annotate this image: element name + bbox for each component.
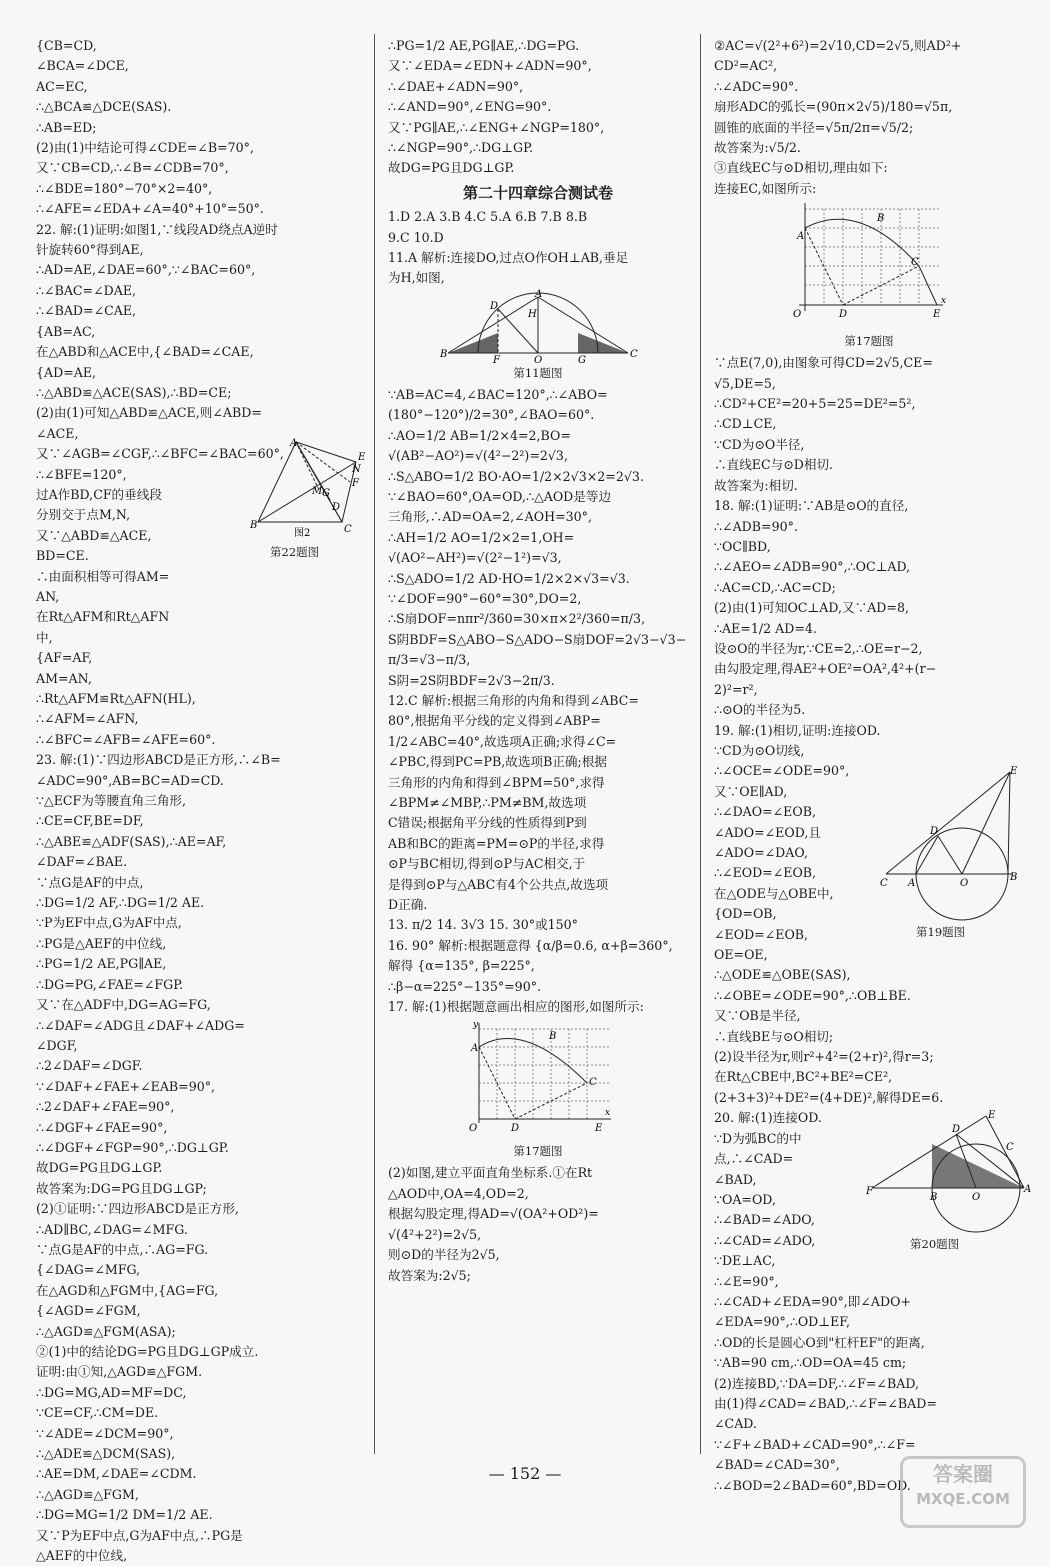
figure-22-label: 图2: [294, 528, 311, 539]
text-line: 9.C 10.D: [388, 229, 444, 245]
svg-text:y: y: [473, 1020, 479, 1031]
text-line: ∴PG是△AEF的中位线,: [36, 935, 167, 951]
svg-text:C: C: [630, 348, 638, 360]
svg-text:D: D: [511, 1123, 520, 1135]
text-line: ∴∠CAD+∠EDA=90°,即∠ADO+: [714, 1293, 911, 1309]
text-line: 在△ABD和△ACE中,{∠BAD=∠CAE,: [36, 344, 254, 360]
text-line: ②(1)中的结论DG=PG且DG⊥GP成立.: [36, 1344, 259, 1359]
text-line: 分别交于点M,N,: [36, 507, 131, 523]
text-line: ∵OA=OD,: [714, 1191, 776, 1207]
text-line: (2)设半径为r,则r²+4²=(2+r)²,得r=3;: [714, 1049, 934, 1065]
figure-19: [880, 766, 1020, 916]
column-1-lines: [36, 36, 361, 1566]
svg-text:F: F: [352, 478, 359, 489]
svg-text:A: A: [797, 231, 805, 243]
svg-text:C: C: [1006, 1142, 1014, 1153]
text-line: ∴S扇DOF=nπr²/360=30×π×2²/360=π/3,: [388, 611, 646, 627]
text-line: ∠BAD,: [714, 1171, 757, 1187]
text-line: 根据勾股定理,得AD=√(OA²+OD²)=: [388, 1206, 599, 1222]
text-line: {∠AGD=∠FGM,: [36, 1303, 141, 1319]
text-line: C错误;根据角平分线的性质得到P到: [388, 815, 587, 831]
text-line: 18. 解:(1)证明:∵AB是⊙O的直径,: [714, 498, 909, 514]
text-line: ∴△ADE≌△DCM(SAS),: [36, 1446, 176, 1462]
text-line: 20. 解:(1)连接OD.: [714, 1110, 822, 1126]
text-line: BD=CE.: [36, 548, 89, 564]
text-line: ∴DG=PG,∠FAE=∠FGP.: [36, 976, 184, 992]
text-line: ∠BPM≠∠MBP,∴PM≠BM,故选项: [388, 795, 587, 810]
text-line: 则⊙D的半径为2√5,: [388, 1247, 500, 1263]
text-line: 80°,根据角平分线的定义得到∠ABP=: [388, 713, 601, 729]
text-line: 1/2∠ABC=40°,故选项A正确;求得∠C=: [388, 733, 617, 749]
text-line: △AOD中,OA=4,OD=2,: [388, 1185, 529, 1201]
text-line: ∴⊙O的半径为5.: [714, 702, 806, 718]
text-line: ③直线EC与⊙D相切,理由如下:: [714, 160, 888, 176]
text-line: 由勾股定理,得AE²+OE²=OA²,4²+(r−: [714, 661, 937, 677]
text-line: ∴CD²+CE²=20+5=25=DE²=5²,: [714, 396, 916, 412]
svg-text:A: A: [1024, 1184, 1032, 1195]
text-line: 故答案为:√5/2.: [714, 140, 801, 156]
text-line: ∴DG=MG,AD=MF=DC,: [36, 1384, 187, 1400]
svg-text:O: O: [972, 1192, 981, 1203]
svg-text:N: N: [352, 464, 361, 475]
svg-text:F: F: [866, 1186, 873, 1197]
column-2-lines-a: [388, 36, 688, 179]
svg-text:E: E: [358, 452, 366, 463]
text-line: ⊙P与BC相切,得到⊙P与AC相交,于: [388, 856, 586, 872]
text-line: 故答案为:2√5;: [388, 1267, 471, 1283]
text-line: 22. 解:(1)证明:如图1,∵线段AD绕点A逆时: [36, 221, 278, 237]
text-line: {OD=OB,: [714, 906, 777, 922]
text-line: ∴∠ADB=90°.: [714, 518, 798, 534]
text-line: π/3=√3−π/3,: [388, 652, 471, 668]
text-line: AC=EC,: [36, 78, 88, 94]
text-line: {AB=AC,: [36, 323, 96, 339]
svg-text:E: E: [988, 1110, 996, 1121]
text-line: 又∵∠EDA=∠EDN+∠ADN=90°,: [388, 58, 592, 74]
text-line: ∴∠OCE=∠ODE=90°,: [714, 763, 850, 779]
text-line: (2)如图,建立平面直角坐标系.①在Rt: [388, 1165, 593, 1181]
text-line: (2)连接BD,∵DA=DF,∴∠F=∠BAD,: [714, 1375, 919, 1391]
figure-22: [246, 436, 364, 546]
text-line: ∴S△ADO=1/2 AD·HO=1/2×2×√3=√3.: [388, 570, 630, 586]
text-line: CD²=AC²,: [714, 58, 778, 74]
text-line: √(AO²−AH²)=√(2²−1²)=√3,: [388, 550, 562, 566]
text-line: ∠ADO=∠DAO,: [714, 845, 808, 860]
column-2: [388, 36, 688, 1454]
text-line: ∴∠CAD=∠ADO,: [714, 1232, 816, 1248]
text-line: AN,: [36, 588, 60, 604]
svg-text:B: B: [930, 1192, 938, 1203]
text-line: 由(1)得∠CAD=∠BAD,∴∠F=∠BAD=: [714, 1395, 937, 1411]
text-line: ∴AE=DM,∠DAE=∠CDM.: [36, 1466, 197, 1482]
text-line: ∵D为弧BC的中: [714, 1130, 802, 1146]
text-line: 又∵在△ADF中,DG=AG=FG,: [36, 997, 211, 1013]
text-line: AB和BC的距离=PM=⊙P的半径,求得: [388, 835, 605, 851]
text-line: 圆锥的底面的半径=√5π/2π=√5/2;: [714, 119, 914, 135]
figure-11-caption: 第11题图: [513, 365, 563, 380]
text-line: 在Rt△CBE中,BC²+BE²=CE²,: [714, 1069, 893, 1085]
text-line: 1.D 2.A 3.B 4.C 5.A 6.B 7.B 8.B: [388, 209, 588, 225]
column-2-lines-d: [388, 1163, 688, 1285]
text-line: ∴∠E=90°,: [714, 1273, 779, 1289]
text-line: ∴∠OBE=∠ODE=90°,∴OB⊥BE.: [714, 987, 911, 1003]
text-line: ∴∠AND=90°,∠ENG=90°.: [388, 99, 552, 115]
text-line: 又∵OB是半径,: [714, 1008, 801, 1024]
text-line: ∵∠F+∠BAD+∠CAD=90°,∴∠F=: [714, 1436, 916, 1452]
text-line: 故答案为:相切.: [714, 477, 798, 493]
column-rule-1: [374, 34, 375, 1454]
figure-17-caption-right: 第17题图: [844, 334, 894, 349]
text-line: ∵AB=AC=4,∠BAC=120°,∴∠ABO=: [388, 386, 608, 402]
text-line: ∴∠ADC=90°.: [714, 78, 799, 94]
text-line: ∴由面积相等可得AM=: [36, 568, 170, 584]
figure-19-caption: 第19题图: [916, 925, 966, 939]
text-line: 在△AGD和△FGM中,{AG=FG,: [36, 1282, 219, 1298]
text-line: (2)由(1)可知OC⊥AD,又∵AD=8,: [714, 600, 909, 616]
svg-text:O: O: [469, 1123, 478, 1135]
text-line: 又∵△ABD≌△ACE,: [36, 527, 152, 543]
text-line: ∴β−α=225°−135°=90°.: [388, 978, 542, 994]
text-line: ∴CE=CF,BE=DF,: [36, 813, 144, 829]
text-line: 故答案为:DG=PG且DG⊥GP;: [36, 1180, 207, 1196]
text-line: 连接EC,如图所示:: [714, 180, 817, 196]
text-line: ②AC=√(2²+6²)=2√10,CD=2√5,则AD²+: [714, 38, 962, 53]
svg-text:C: C: [911, 257, 919, 269]
text-line: 12.C 解析:根据三角形的内角和得到∠ABC=: [388, 692, 639, 708]
text-line: ∵AB=90 cm,∴OD=OA=45 cm;: [714, 1355, 907, 1371]
text-line: 17. 解:(1)根据题意画出相应的图形,如图所示:: [388, 999, 644, 1015]
text-line: ∴∠BAD=∠ADO,: [714, 1212, 815, 1228]
text-line: 11.A 解析:连接DO,过点O作OH⊥AB,垂足: [388, 250, 629, 266]
text-line: ∠ACE,: [36, 425, 79, 441]
text-line: ∴DG=1/2 AF,∴DG=1/2 AE.: [36, 895, 205, 911]
text-line: 设⊙O的半径为r,∵CE=2,∴OE=r−2,: [714, 640, 923, 656]
text-line: (2)由(1)可知△ABD≌△ACE,则∠ABD=: [36, 405, 262, 421]
watermark-top: 答案圈: [933, 1462, 993, 1486]
text-line: ∠BAD=∠CAD=30°,: [714, 1457, 840, 1473]
chapter-title: 第二十四章综合测试卷: [462, 183, 613, 202]
text-line: (2+3+3)²+DE²=(4+DE)²,解得DE=6.: [714, 1089, 944, 1105]
figure-20-caption: 第20题图: [910, 1237, 960, 1251]
text-line: ∴直线EC与⊙D相切.: [714, 457, 834, 473]
svg-text:B: B: [440, 348, 448, 360]
text-line: 故DG=PG且DG⊥GP.: [36, 1160, 163, 1176]
text-line: 又∵∠AGB=∠CGF,∴∠BFC=∠BAC=60°,: [36, 446, 284, 462]
text-line: 三角形的内角和得到∠BPM=50°,求得: [388, 774, 605, 790]
text-line: 2)²=r²,: [714, 681, 758, 697]
svg-text:x: x: [941, 296, 947, 307]
text-line: ∠DGF,: [36, 1037, 78, 1053]
text-line: ∵∠DOF=90°−60°=30°,DO=2,: [388, 590, 582, 606]
text-line: ∴∠DAO=∠EOB,: [714, 804, 816, 820]
text-line: ∴∠BOD=2∠BAD=60°,BD=OD.: [714, 1477, 911, 1493]
text-line: ∠CAD.: [714, 1416, 757, 1432]
text-line: ∴AH=1/2 AO=1/2×2=1,OH=: [388, 529, 575, 545]
text-line: ∴∠DGF+∠FGP=90°,∴DG⊥GP.: [36, 1139, 229, 1155]
svg-text:A: A: [290, 438, 298, 449]
text-line: 在Rt△AFM和Rt△AFN: [36, 609, 170, 625]
text-line: ∴PG=1/2 AE,PG∥AE,∴DG=PG.: [388, 38, 580, 53]
text-line: ∴∠NGP=90°,∴DG⊥GP.: [388, 140, 533, 156]
text-line: 又∵PG∥AE,∴∠ENG+∠NGP=180°,: [388, 119, 605, 135]
text-line: ∴AD=AE,∠DAE=60°,∵∠BAC=60°,: [36, 262, 256, 278]
text-line: {AF=AF,: [36, 650, 93, 666]
text-line: ∴∠BFE=120°,: [36, 466, 127, 482]
text-line: ∵CE=CF,∴CM=DE.: [36, 1405, 159, 1421]
column-rule-2: [700, 34, 701, 1454]
svg-text:F: F: [493, 354, 500, 366]
text-line: {AD=AE,: [36, 364, 97, 380]
text-line: ∴△BCA≌△DCE(SAS).: [36, 99, 172, 115]
text-line: AM=AN,: [36, 670, 92, 686]
text-line: 扇形ADC的弧长=(90π×2√5)/180=√5π,: [714, 99, 953, 115]
text-line: ∴PG=1/2 AE,PG∥AE,: [36, 956, 167, 972]
text-line: 为H,如图,: [388, 270, 445, 286]
text-line: 在△ODE与△OBE中,: [714, 885, 834, 901]
figure-17-right: [789, 201, 949, 329]
text-line: D正确.: [388, 897, 428, 913]
svg-text:x: x: [605, 1108, 611, 1119]
text-line: ∴∠BDE=180°−70°×2=40°,: [36, 180, 213, 196]
text-line: √5,DE=5,: [714, 375, 776, 391]
text-line: S阴=2S阴BDF=2√3−2π/3.: [388, 672, 555, 688]
text-line: ∵∠ADE=∠DCM=90°,: [36, 1425, 174, 1441]
text-line: ∴AE=1/2 AD=4.: [714, 620, 817, 636]
text-line: ∴AD∥BC,∠DAG=∠MFG.: [36, 1221, 188, 1237]
text-line: ∠EDA=90°,∴OD⊥EF,: [714, 1314, 851, 1330]
text-line: ∴△ODE≌△OBE(SAS),: [714, 967, 851, 983]
text-line: ∴△ABE≌△ADF(SAS),∴AE=AF,: [36, 833, 227, 849]
column-3-lines-a: [714, 36, 1024, 199]
text-line: ∴直线BE与⊙O相切;: [714, 1028, 834, 1044]
text-line: ∴CD⊥CE,: [714, 416, 777, 432]
text-line: 又∵CB=CD,∴∠B=∠CDB=70°,: [36, 160, 229, 176]
text-line: 中,: [36, 629, 53, 645]
watermark-logo: [900, 1456, 1026, 1528]
svg-text:D: D: [839, 309, 848, 321]
text-line: ∵点G是AF的中点,∴AG=FG.: [36, 1241, 209, 1257]
svg-text:B: B: [1010, 872, 1018, 883]
text-line: ∵P为EF中点,G为AF中点,: [36, 915, 182, 931]
svg-text:H: H: [528, 308, 537, 320]
text-line: (2)①证明:∵四边形ABCD是正方形,: [36, 1201, 239, 1217]
text-line: △AEF的中位线,: [36, 1548, 128, 1564]
svg-text:E: E: [1010, 766, 1018, 777]
column-1: [36, 36, 361, 1564]
text-line: {∠DAG=∠MFG,: [36, 1262, 141, 1278]
text-line: ∴AB=ED;: [36, 119, 97, 135]
text-line: ∴∠DGF+∠FAE=90°,: [36, 1119, 168, 1135]
text-line: 又∵P为EF中点,G为AF中点,∴PG是: [36, 1527, 243, 1543]
text-line: ∵DE⊥AC,: [714, 1253, 776, 1269]
watermark-bottom: MXQE.COM: [916, 1490, 1010, 1508]
text-line: 又∵OE∥AD,: [714, 783, 788, 799]
text-line: ∠ADO=∠EOD,且: [714, 824, 821, 840]
svg-text:G: G: [322, 488, 330, 499]
text-line: ∴∠AFE=∠EDA+∠A=40°+10°=50°.: [36, 201, 264, 217]
page-number: — 152 —: [488, 1464, 562, 1483]
text-line: ∴∠AFM=∠AFN,: [36, 711, 139, 727]
column-2-lines-b: [388, 207, 688, 289]
text-line: 故DG=PG且DG⊥GP.: [388, 160, 515, 176]
text-line: ∴△AGD≌△FGM(ASA);: [36, 1323, 176, 1339]
svg-text:B: B: [877, 213, 885, 225]
text-line: 19. 解:(1)相切,证明:连接OD.: [714, 722, 881, 738]
text-line: ∴S△ABO=1/2 BO·AO=1/2×2√3×2=2√3.: [388, 468, 644, 484]
text-line: ∠BCA=∠DCE,: [36, 58, 129, 74]
svg-text:O: O: [534, 354, 543, 366]
figure-22-caption: 第22题图: [270, 545, 320, 559]
text-line: 证明:由①知,△AGD≌△FGM.: [36, 1364, 203, 1380]
svg-text:D: D: [490, 300, 499, 312]
svg-text:E: E: [933, 309, 941, 321]
svg-text:B: B: [250, 520, 258, 531]
text-line: 针旋转60°得到AE,: [36, 242, 144, 258]
svg-text:O: O: [793, 309, 802, 321]
figure-17-caption-left: 第17题图: [513, 1144, 563, 1159]
text-line: 13. π/2 14. 3√3 15. 30°或150°: [388, 917, 578, 933]
text-line: S阴BDF=S△ABO−S△ADO−S扇DOF=2√3−√3−: [388, 631, 687, 647]
text-line: ∵点G是AF的中点,: [36, 874, 144, 890]
text-line: ∠PBC,得到PC=PB,故选项B正确;根据: [388, 754, 607, 770]
text-line: 16. 90° 解析:根据题意得 {α/β=0.6, α+β=360°,: [388, 937, 673, 953]
svg-text:D: D: [930, 826, 939, 837]
text-line: ∴2∠DAF=∠DGF.: [36, 1058, 143, 1074]
text-line: 三角形,∴AD=OA=2,∠AOH=30°,: [388, 509, 592, 525]
text-line: ∵∠DAF+∠FAE+∠EAB=90°,: [36, 1078, 216, 1094]
text-line: ∴Rt△AFM≌Rt△AFN(HL),: [36, 691, 196, 706]
text-line: ∵△ECF为等腰直角三角形,: [36, 793, 187, 809]
column-3-lines-b: [714, 353, 1024, 1496]
figure-20: [866, 1110, 1036, 1220]
text-line: √(4²+2²)=2√5,: [388, 1226, 482, 1242]
text-line: ∵点E(7,0),由图象可得CD=2√5,CE=: [714, 355, 933, 371]
text-line: 是得到⊙P与△ABC有4个公共点,故选项: [388, 876, 609, 892]
text-line: OE=OE,: [714, 947, 768, 963]
text-line: ∴2∠DAF+∠FAE=90°,: [36, 1099, 175, 1115]
text-line: 点,∴∠CAD=: [714, 1151, 794, 1167]
figure-17-left: [463, 1019, 613, 1139]
text-line: 过A作BD,CF的垂线段: [36, 486, 162, 502]
svg-text:C: C: [880, 878, 888, 889]
text-line: ∴∠BFC=∠AFB=∠AFE=60°.: [36, 731, 216, 747]
text-line: ∴∠AEO=∠ADB=90°,∴OC⊥AD,: [714, 559, 911, 575]
svg-text:D: D: [952, 1124, 961, 1135]
text-line: ∴△ABD≌△ACE(SAS),∴BD=CE;: [36, 384, 232, 400]
svg-text:M: M: [312, 486, 323, 497]
text-line: ∴∠EOD=∠EOB,: [714, 865, 817, 881]
svg-text:C: C: [589, 1077, 597, 1089]
text-line: ∴DG=MG=1/2 DM=1/2 AE.: [36, 1507, 213, 1523]
figure-11: [438, 288, 638, 366]
text-line: ∴△AGD≌△FGM,: [36, 1486, 139, 1502]
text-line: ∵CD为⊙O切线,: [714, 742, 805, 758]
text-line: ∵∠BAO=60°,OA=OD,∴△AOD是等边: [388, 488, 612, 504]
text-line: ∴∠BAC=∠DAE,: [36, 282, 137, 298]
text-line: ∠ADC=90°,AB=BC=AD=CD.: [36, 772, 224, 788]
text-line: ∵OC∥BD,: [714, 538, 771, 554]
text-line: {CB=CD,: [36, 38, 97, 53]
text-line: ∠DAF=∠BAE.: [36, 854, 128, 870]
text-line: (180°−120°)/2=30°,∠BAO=60°.: [388, 407, 595, 423]
column-2-lines-c: [388, 385, 688, 1018]
text-line: ∴AC=CD,∴AC=CD;: [714, 579, 836, 595]
text-line: (2)由(1)中结论可得∠CDE=∠B=70°,: [36, 140, 254, 156]
svg-text:A: A: [535, 288, 543, 300]
text-line: ∴AO=1/2 AB=1/2×4=2,BO=: [388, 427, 571, 443]
svg-text:E: E: [595, 1123, 603, 1135]
text-line: ∵CD为⊙O半径,: [714, 436, 805, 452]
svg-text:A: A: [471, 1043, 479, 1055]
svg-text:O: O: [960, 878, 969, 889]
text-line: 解得 {α=135°, β=225°,: [388, 958, 535, 974]
svg-text:C: C: [344, 524, 352, 535]
text-line: ∴OD的长是圆心O到"杠杆EF"的距离,: [714, 1334, 925, 1350]
text-line: 23. 解:(1)∵四边形ABCD是正方形,∴∠B=: [36, 752, 281, 768]
svg-text:G: G: [578, 354, 586, 366]
svg-text:A: A: [908, 878, 916, 889]
text-line: ∴∠DAF=∠ADG且∠DAF+∠ADG=: [36, 1017, 245, 1033]
text-line: ∠EOD=∠EOB,: [714, 926, 809, 942]
text-line: √(AB²−AO²)=√(4²−2²)=2√3,: [388, 448, 568, 464]
svg-text:D: D: [332, 502, 341, 513]
svg-text:B: B: [549, 1031, 557, 1043]
text-line: ∴∠BAD=∠CAE,: [36, 303, 137, 319]
text-line: ∴∠DAE+∠ADN=90°,: [388, 78, 524, 94]
